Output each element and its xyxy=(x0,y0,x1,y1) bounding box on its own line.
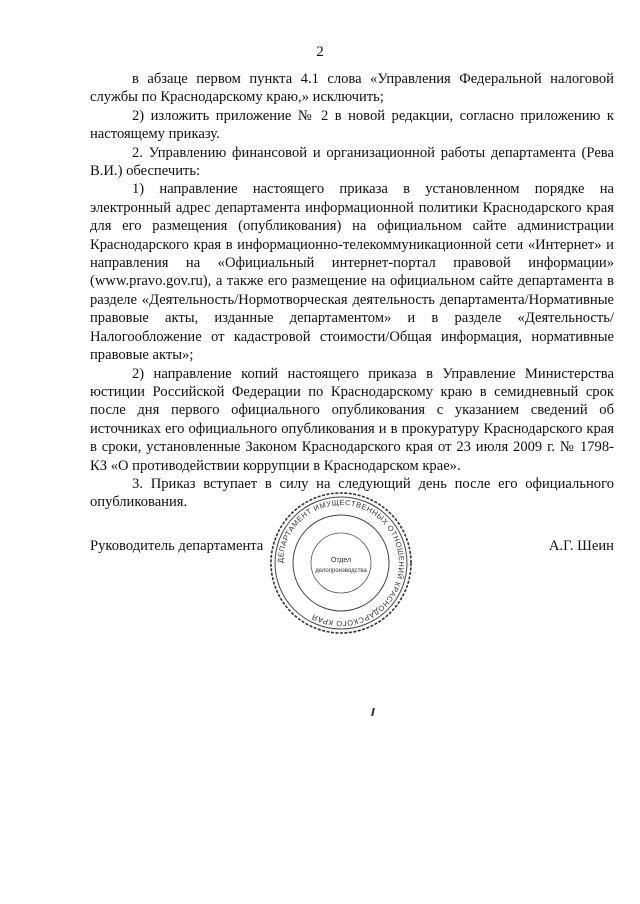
official-seal xyxy=(266,488,416,638)
paragraph-6: 3. Приказ вступает в силу на следующий день после его официального опубликования. xyxy=(90,475,614,511)
document-body xyxy=(90,70,614,512)
seal-ring-text: ДЕПАРТАМЕНТ ИМУЩЕСТВЕННЫХ ОТНОШЕНИЙ КРАСНОДАРСКОГО КРАЯ xyxy=(275,497,407,629)
paragraph-5: 2) направление копий настоящего приказа в Управление Министерства юстиции Российской Федерации по Краснодарскому краю в семидневный срок после дня первого официального опубликования с указанием сведений об источниках его официального опубликования и в прокуратуру Краснодарского края в сроки, установленные Законом Краснодарского края от 23 июля 2009 г. № 1798-КЗ «О противодействии коррупции в Краснодарском крае». xyxy=(90,365,614,474)
page-number: 2 xyxy=(316,44,324,60)
paragraph-3: 2. Управлению финансовой и организационной работы департамента (Рева В.И.) обеспечить: xyxy=(90,144,614,180)
signatory-position: Руководитель департамента xyxy=(90,538,264,554)
seal-center-bottom: делопроизводства xyxy=(315,568,367,574)
paragraph-2: 2) изложить приложение № 2 в новой редакции, согласно приложению к настоящему приказу. xyxy=(90,107,614,143)
paragraph-4: 1) направление настоящего приказа в установленном порядке на электронный адрес департамента информационной политики Краснодарского края для его размещения (опубликования) на официальном сайте администрации Краснодарского края в информационно-телекоммуникационной сети «Интернет» и направления на «Официальный интернет-портал правовой информации» (www.pravo.gov.ru), а также его размещение на официальном сайте департамента в разделе «Деятельность/Нормотворческая деятельность департамента/Нормативные правовые акты, изданные департаментом» и в разделе «Деятельность/Налогообложение от кадастровой стоимости/Общая информация, нормативные правовые акты»; xyxy=(90,181,614,364)
paragraph-1: в абзаце первом пункта 4.1 слова «Управления Федеральной налоговой службы по Краснодарскому краю,» исключить; xyxy=(90,71,614,106)
scan-mark xyxy=(371,708,375,716)
seal-center-top: Отдел xyxy=(330,557,352,564)
signatory-name: А.Г. Шеин xyxy=(548,538,614,554)
